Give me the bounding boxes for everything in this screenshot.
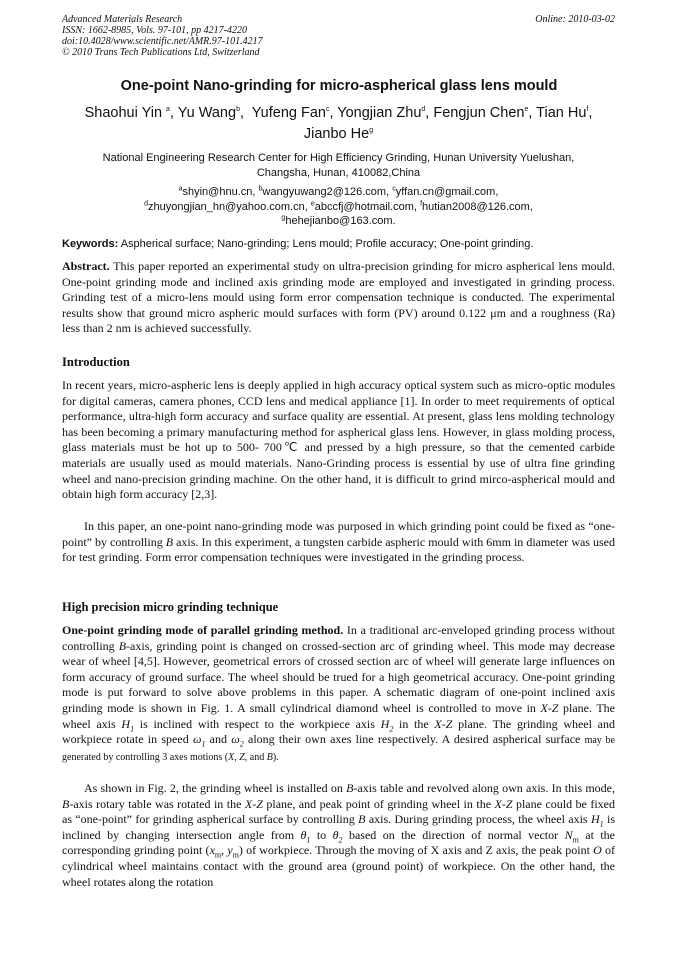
email-link[interactable]: abccfj@hotmail.com, [314,200,421,213]
email-superscript: e [310,199,315,207]
author-superscript: e [524,106,529,114]
abstract [62,259,615,337]
affiliation-line: National Engineering Research Center for High Efficiency Grinding, Hunan University Yuelushan, [102,152,575,164]
journal-name: Advanced Materials Research [62,14,183,25]
author-list: Shaohui Yin $^a$, Yu Wang$^b$, Yufeng Fan$^c$, Yongjian Zhu$^d$, Fengjun Chen$^e$, Tian Hu$^f$, Jianbo He$^g$ [84,105,593,142]
email-superscript: c [392,185,396,193]
email-superscript: g [281,214,286,222]
email-link[interactable]: wangyuwang2@126.com, [262,186,393,198]
email-superscript: a [178,185,183,193]
email-link[interactable]: shyin@hnu.cn, [182,186,259,198]
journal-header [62,14,615,58]
section-heading-introduction: Introduction [62,355,130,369]
keywords [62,238,622,250]
keywords-text: Aspherical surface; Nano-grinding; Lens mould; Profile accuracy; One-point grinding. [118,238,534,250]
author-superscript: a [166,106,170,114]
copyright: © 2010 Trans Tech Publications Ltd, Switzerland [62,47,260,58]
email-superscript: b [258,185,263,193]
author-name: Jianbo He [303,126,370,142]
email-link[interactable]: hutian2008@126.com, [422,200,533,213]
intro-paragraph: In recent years, micro-aspheric lens is deeply applied in high accuracy optical system such as micro-optic modules for digital cameras, camera phones, CCD lens and medical appliance [1]. In order to meet requirements of optical performance, ultra-high form accuracy and surface quality are essential. At present, glass lens molding technology has been becoming a primary manufacturing method for aspherical glass lens. However, in glass molding process, glass materials must be hot up to 500- 700℃ and pressed by a high pressure, so that the cemented carbide materials are usually used as mould materials. Nano-Grinding process is essential by use of ultra fine grinding wheel and nano-precision grinding machine. On the other hand, it is difficult to grind mirco-aspherical mould and obtain high form accuracy [2,3]. [62,378,615,502]
email-superscript: f [420,199,423,207]
abstract-label: Abstract. [62,259,110,273]
subsection-heading: One-point grinding mode of parallel grinding method. [62,623,344,637]
author-superscript: c [325,106,330,114]
author-name: Yongjian Zhu [337,105,422,121]
body-paragraph: As shown in Fig. 2, the grinding wheel is installed on B-axis table and revolved along own axis. In this mode, B-axis rotary table was rotated in the X-Z plane, and peak point of grinding wheel in the X-Z plane could be fixed as “one-point” for grinding aspherical surface by controlling B axis. During grinding process, the wheel axis $H_1$ is inclined by changing intersection angle from $\theta_1$ to $\theta_2$ based on the direction of normal vector $N_m$ at the corresponding grinding point ($x_m$, $y_m$) of workpiece. Through the moving of X axis and Z axis, the peak point O of cylindrical wheel maintains contact with the ground area (ground point) of workpiece. On the other hand, the wheel rotates along the rotation [62,781,616,889]
author-superscript: f [586,106,589,114]
author-superscript: g [369,127,374,135]
author-name: Yufeng Fan [251,105,326,121]
keywords-label: Keywords: [62,238,119,250]
email-superscript: d [144,199,149,207]
intro-paragraph: In this paper, an one-point nano-grinding mode was purposed in which grinding point could be fixed as “one-point” by controlling B axis. In this experiment, a tungsten carbide aspheric mould with 6mm in diameter was used for test grinding. Form error compensation techniques were investigated in the grinding process. [62,519,615,565]
affiliation-line: Changsha, Hunan, 410082,China [256,167,421,179]
paper-title: One-point Nano-grinding for micro-aspherical glass lens mould [120,78,558,94]
section-heading-technique: High precision micro grinding technique [62,600,279,614]
author-superscript: d [421,106,426,114]
issn: ISSN: 1662-8985, Vols. 97-101, pp 4217-4220 [62,25,247,36]
email-link[interactable]: yffan.cn@gmail.com, [395,186,499,198]
affiliation [62,151,615,181]
email-link[interactable]: hehejianbo@163.com. [285,215,396,227]
author-name: Shaohui Yin [84,105,163,121]
author-superscript: b [236,106,240,114]
author-name: Tian Hu [536,105,587,121]
author-name: Yu Wang [177,105,237,121]
abstract-text: This paper reported an experimental study on ultra-precision grinding for micro aspherical lens mould. One-point grinding mode and inclined axis grinding mode are employed and investigated in grinding process. Grinding test of a micro-lens mould using form error compensation technique is conducted. The experimental results show that ground micro aspheric mould surfaces with form (PV) around 0.122 μm and a roughness (Ra) less than 2 nm is achieved successfully. [62,259,615,336]
online-date: Online: 2010-03-02 [535,14,615,25]
doi: doi:10.4028/www.scientific.net/AMR.97-101.4217 [62,36,263,47]
email-list [62,185,615,229]
body-paragraph: One-point grinding mode of parallel grinding method. In a traditional arc-enveloped grinding process without controlling B-axis, grinding point is changed on crossed-section arc of grinding wheel. This mode may decrease wear of wheel [4,5]. However, geometrical errors of crossed section arc of wheel will generate large influences on form accuracy of ground surface. The wheel should be trued for a high geometrical accuracy. One-point grinding mode is put forward to solve above problems in this paper. A schematic diagram of one-point inclined axis grinding mode is shown in Fig. 1. A small cylindrical diamond wheel is controlled to move in X-Z plane. The wheel axis $H_1$ is inclined with respect to the workpiece axis $H_2$ in the X-Z plane. The grinding wheel and workpiece rotate in speed $\omega_1$ and $\omega_2$ along their own axes line respectively. A desired aspherical surface may be generated by controlling 3 axes motions (X, Z, and B). [62,623,615,763]
author-name: Fengjun Chen [433,105,525,121]
email-link[interactable]: zhuyongjian_hn@yahoo.com.cn, [148,200,311,213]
